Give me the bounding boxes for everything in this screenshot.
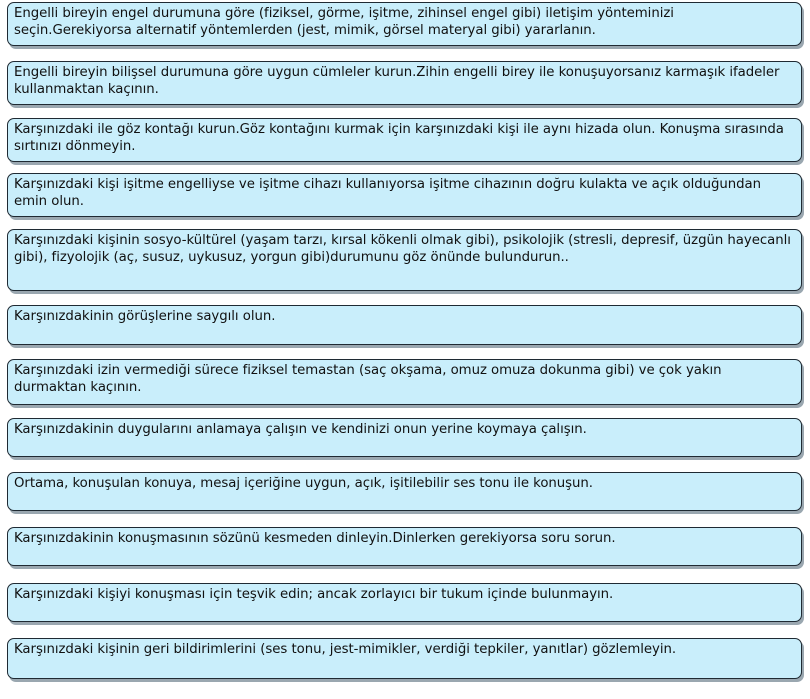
tip-card-3: Karşınızdaki ile göz kontağı kurun.Göz kontağını kurmak için karşınızdaki kişi ile aynı hizada olun. Konuşma sırasında sırtınızı dönmeyin.: [7, 118, 802, 162]
tip-card-8: Karşınızdakinin duygularını anlamaya çalışın ve kendinizi onun yerine koymaya çalışın.: [7, 418, 802, 457]
tip-card-6: Karşınızdakinin görüşlerine saygılı olun.: [7, 305, 802, 345]
tip-card-2: Engelli bireyin bilişsel durumuna göre uygun cümleler kurun.Zihin engelli birey ile konuşuyorsanız karmaşık ifadeler kullanmaktan kaçının.: [7, 61, 802, 105]
tip-card-1: Engelli bireyin engel durumuna göre (fiziksel, görme, işitme, zihinsel engel gibi) iletişim yönteminizi seçin.Gerekiyorsa alternatif yöntemlerden (jest, mimik, görsel materyal gibi) yararlanın.: [7, 2, 802, 46]
tip-card-7: Karşınızdaki izin vermediği sürece fiziksel temastan (saç okşama, omuz omuza dokunma gibi) ve çok yakın durmaktan kaçının.: [7, 359, 802, 405]
tip-card-4: Karşınızdaki kişi işitme engelliyse ve işitme cihazı kullanıyorsa işitme cihazının doğru kulakta ve açık olduğundan emin olun.: [7, 173, 802, 217]
tip-card-12: Karşınızdaki kişinin geri bildirimlerini (ses tonu, jest-mimikler, verdiği tepkiler, yanıtlar) gözlemleyin.: [7, 638, 802, 679]
tip-card-11: Karşınızdaki kişiyi konuşması için teşvik edin; ancak zorlayıcı bir tukum içinde bulunmayın.: [7, 583, 802, 622]
tip-card-5: Karşınızdaki kişinin sosyo-kültürel (yaşam tarzı, kırsal kökenli olmak gibi), psikolojik (stresli, depresif, üzgün hayecanlı gibi), fizyolojik (aç, susuz, uykusuz, yorgun gibi)durumunu göz önünde bulundurun..: [7, 229, 802, 291]
tip-card-9: Ortama, konuşulan konuya, mesaj içeriğine uygun, açık, işitilebilir ses tonu ile konuşun.: [7, 472, 802, 511]
tip-card-10: Karşınızdakinin konuşmasının sözünü kesmeden dinleyin.Dinlerken gerekiyorsa soru sorun.: [7, 527, 802, 566]
